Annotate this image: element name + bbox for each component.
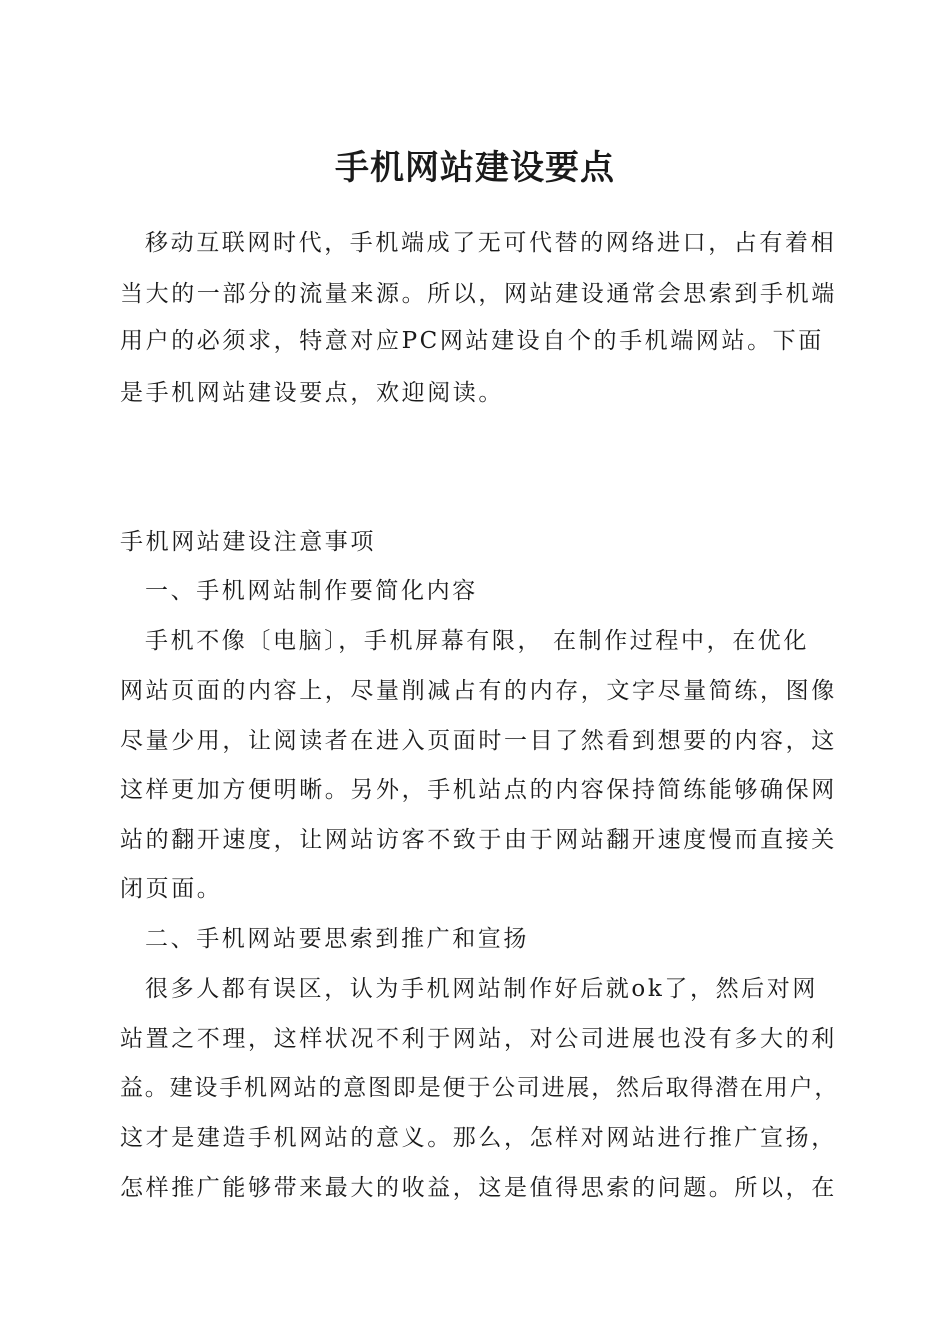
intro-line-3: 用户的必须求，特意对应PC网站建设自个的手机端网站。下面 bbox=[120, 328, 824, 354]
point-1-line-5: 站的翻开速度，让网站访客不致于由于网站翻开速度慢而直接关 bbox=[120, 827, 837, 853]
point-1-line-1: 手机不像〔电脑〕，手机屏幕有限， 在制作过程中，在优化 bbox=[145, 628, 810, 654]
point-2-line-4: 这才是建造手机网站的意义。那么，怎样对网站进行推广宣扬， bbox=[120, 1125, 837, 1151]
point-1-line-2: 网站页面的内容上，尽量削减占有的内存，文字尽量简练，图像 bbox=[120, 678, 837, 704]
intro-line-2: 当大的一部分的流量来源。所以，网站建设通常会思索到手机端 bbox=[120, 281, 837, 307]
point-1-line-4: 这样更加方便明晰。另外，手机站点的内容保持简练能够确保网 bbox=[120, 777, 837, 803]
point-2-line-1: 很多人都有误区，认为手机网站制作好后就ok了，然后对网 bbox=[145, 976, 818, 1002]
point-1-line-3: 尽量少用，让阅读者在进入页面时一目了然看到想要的内容，这 bbox=[120, 728, 837, 754]
point-1-heading: 一、手机网站制作要简化内容 bbox=[145, 578, 478, 604]
intro-line-4: 是手机网站建设要点，欢迎阅读。 bbox=[120, 380, 504, 406]
document-title: 手机网站建设要点 bbox=[335, 148, 615, 188]
intro-line-1: 移动互联网时代，手机端成了无可代替的网络进口，占有着相 bbox=[145, 230, 837, 256]
point-2-line-2: 站置之不理，这样状况不利于网站，对公司进展也没有多大的利 bbox=[120, 1026, 837, 1052]
point-2-heading: 二、手机网站要思索到推广和宣扬 bbox=[145, 926, 529, 952]
point-2-line-5: 怎样推广能够带来最大的收益，这是值得思索的问题。所以，在 bbox=[120, 1175, 837, 1201]
point-2-line-3: 益。建设手机网站的意图即是便于公司进展，然后取得潜在用户， bbox=[120, 1075, 840, 1101]
section-heading: 手机网站建设注意事项 bbox=[120, 529, 376, 555]
point-1-line-6: 闭页面。 bbox=[120, 876, 223, 902]
